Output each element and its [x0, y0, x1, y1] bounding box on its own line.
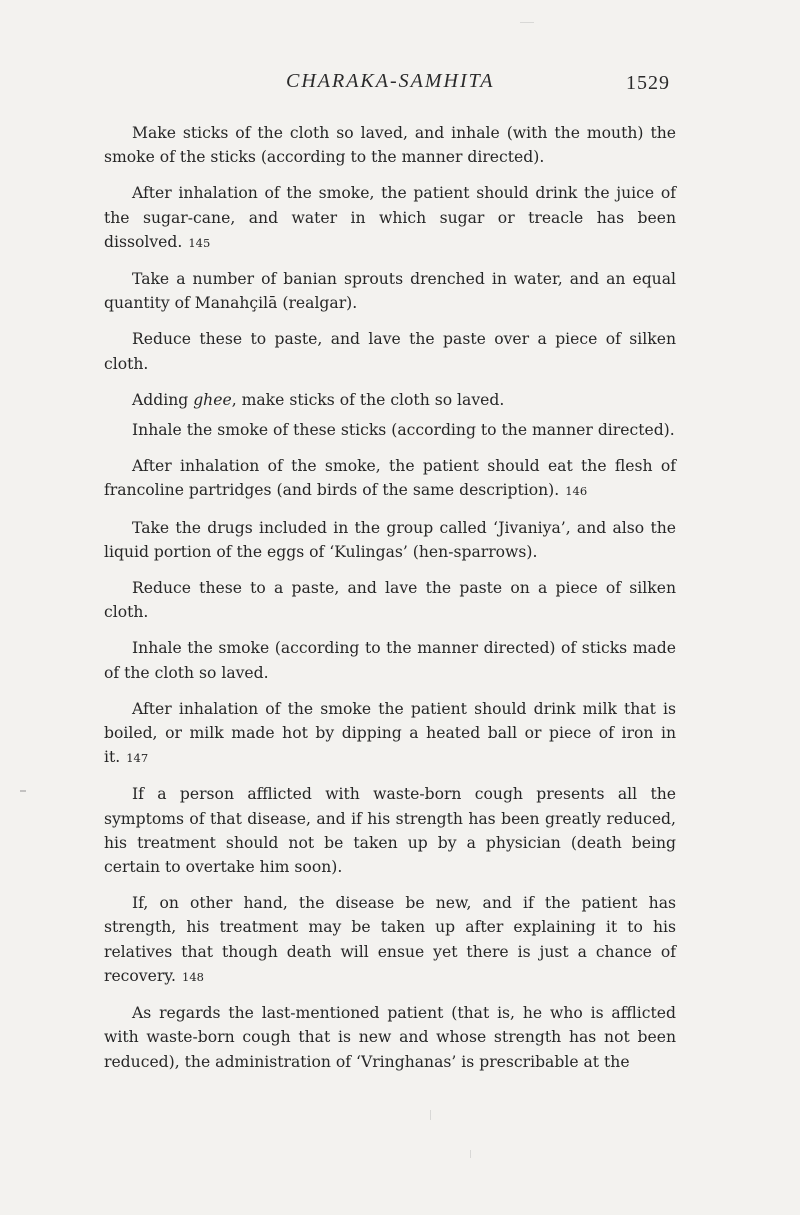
verse-number: 148: [182, 969, 204, 984]
paragraph-text: Take the drugs included in the group called ‘Jivaniya’, and also the liquid portion of the eggs of ‘Kulingas’ (hen-sparrows).: [104, 518, 676, 561]
paragraph-text: After inhalation of the smoke, the patient should eat the flesh of francoline partridges (and birds of the same description).: [104, 457, 676, 500]
paragraph: [104, 636, 676, 684]
paragraph-text: Reduce these to a paste, and lave the paste on a piece of silken cloth.: [104, 579, 676, 622]
paragraph: [104, 516, 676, 564]
paragraph-text: Inhale the smoke of these sticks (according to the manner directed).: [132, 421, 675, 440]
paragraph-text: , make sticks of the cloth so laved.: [231, 390, 505, 409]
paragraph: [104, 267, 676, 315]
paragraph: [104, 1001, 676, 1074]
paragraph: [104, 327, 676, 375]
page-number: 1529: [626, 72, 670, 94]
paragraph: [104, 782, 676, 879]
paragraph: [104, 181, 676, 255]
paragraph: [104, 388, 676, 412]
paragraph-text: If, on other hand, the disease be new, and if the patient has strength, his treatment may be taken up after explaining it to his relatives that though death will ensue yet there is just a chance of recovery.: [104, 894, 676, 985]
paragraph-text: Inhale the smoke (according to the manner directed) of sticks made of the cloth so laved.: [104, 639, 676, 682]
scan-speck: [20, 790, 26, 792]
paragraph-text: Reduce these to paste, and lave the paste over a piece of silken cloth.: [104, 330, 676, 373]
scan-speck: [520, 22, 534, 23]
paragraph-text: As regards the last-mentioned patient (that is, he who is afflicted with waste-born cough that is new and whose strength has not been reduced), the administration of ‘Vringhanas’ is prescribable at the: [104, 1004, 676, 1071]
paragraph-text: Adding: [132, 390, 194, 409]
scan-speck: [470, 1150, 471, 1158]
scan-speck: [430, 1110, 431, 1120]
paragraph-text: If a person afflicted with waste-born cough presents all the symptoms of that disease, and if his strength has been greatly reduced, his treatment should not be taken up by a physician (death being certain to overtake him soon).: [104, 785, 676, 877]
paragraph: [104, 576, 676, 624]
body-text: [104, 121, 676, 1086]
paragraph: [104, 891, 676, 989]
paragraph-text: After inhalation of the smoke the patient should drink milk that is boiled, or milk made hot by dipping a heated ball or piece of iron in it.: [104, 699, 676, 767]
verse-number: 145: [188, 235, 211, 250]
paragraph: [104, 418, 676, 442]
running-head-title: CHARAKA-SAMHITA: [286, 70, 495, 92]
paragraph-text: Take a number of banian sprouts drenched in water, and an equal quantity of Manahçilā (realgar).: [104, 270, 676, 313]
paragraph: [104, 454, 676, 503]
verse-number: 146: [565, 484, 588, 499]
paragraph: [104, 121, 676, 169]
emphasized-term: ghee: [193, 390, 232, 409]
paragraph-text: After inhalation of the smoke, the patient should drink the juice of the sugar-cane, and water in which sugar or treacle has been dissolved.: [104, 184, 676, 251]
verse-number: 147: [126, 751, 149, 766]
paragraph: [104, 697, 676, 771]
paragraph-text: Make sticks of the cloth so laved, and inhale (with the mouth) the smoke of the sticks (according to the manner directed).: [104, 124, 676, 167]
